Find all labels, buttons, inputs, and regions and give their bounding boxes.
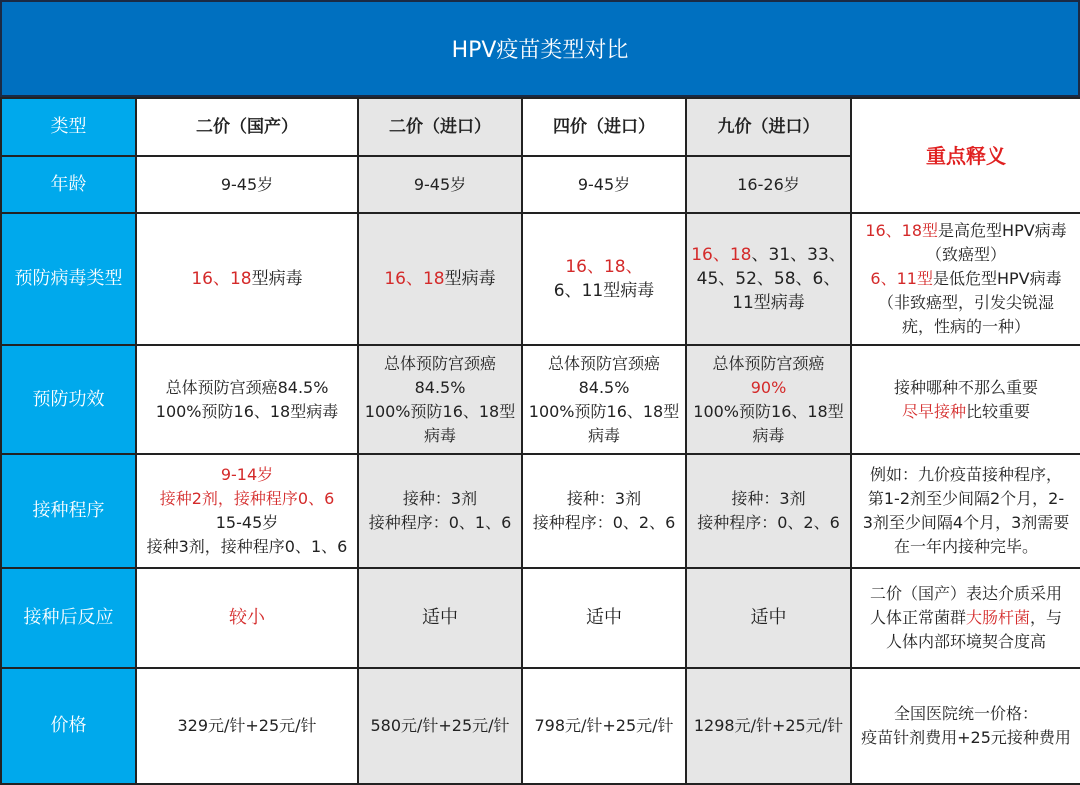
row-label-efficacy: 预防功效	[1, 345, 136, 454]
note-text: 是高危型HPV病毒	[938, 221, 1067, 240]
schedule-cell	[522, 454, 686, 568]
efficacy-text: 病毒	[423, 425, 456, 445]
age-cell: 9-45岁	[358, 156, 522, 213]
efficacy-text: 100%预防16、18型	[528, 401, 680, 421]
reaction-note	[851, 568, 1080, 668]
efficacy-cell	[136, 345, 358, 454]
note-text: 例如：九价疫苗接种程序，	[869, 465, 1062, 484]
note-text: 疫苗针剂费用+25元接种费用	[861, 728, 1071, 747]
efficacy-cell	[686, 345, 851, 454]
note-text: 是低危型HPV病毒	[932, 269, 1062, 288]
row-label-virus: 预防病毒类型	[1, 213, 136, 345]
row-label-age: 年龄	[1, 156, 136, 213]
virus-cell	[686, 213, 851, 345]
note-text: （非致癌型，引发尖锐湿	[877, 293, 1054, 312]
note-text: 接种哪种不那么重要	[893, 377, 1038, 397]
row-virus	[1, 213, 1080, 345]
row-label-price: 价格	[1, 668, 136, 784]
price-cell: 798元/针+25元/针	[522, 668, 686, 784]
schedule-text: 接种程序：0、1、6	[368, 513, 512, 532]
virus-types-highlight: 16、18	[691, 245, 752, 265]
efficacy-text: 病毒	[752, 425, 785, 445]
schedule-text: 接种3剂，接种程序0、1、6	[146, 537, 348, 556]
efficacy-text: 总体预防宫颈癌	[383, 353, 496, 373]
reaction-cell: 适中	[686, 568, 851, 668]
efficacy-text: 病毒	[587, 425, 620, 445]
efficacy-cell	[358, 345, 522, 454]
virus-types-highlight: 16、18	[191, 269, 252, 289]
row-type	[1, 98, 1080, 156]
note-header: 重点释义	[851, 98, 1080, 213]
age-cell: 16-26岁	[686, 156, 851, 213]
schedule-text: 接种：3剂	[402, 489, 478, 508]
price-cell: 580元/针+25元/针	[358, 668, 522, 784]
reaction-cell: 适中	[358, 568, 522, 668]
note-highlight: 尽早接种	[901, 401, 966, 421]
note-text: 疣，性病的一种）	[901, 317, 1030, 336]
schedule-highlight: 9-14岁	[220, 465, 274, 484]
virus-cell	[358, 213, 522, 345]
note-text: 在一年内接种完毕。	[893, 537, 1038, 556]
note-text: （致癌型）	[925, 245, 1006, 264]
virus-cell	[136, 213, 358, 345]
efficacy-text: 100%预防16、18型	[364, 401, 516, 421]
virus-types-highlight: 16、18、	[565, 257, 643, 277]
efficacy-highlight: 90%	[750, 377, 787, 397]
age-cell: 9-45岁	[136, 156, 358, 213]
virus-types-text: 、31、33、	[751, 245, 846, 265]
efficacy-note	[851, 345, 1080, 454]
col-header-nonavalent: 九价（进口）	[686, 98, 851, 156]
virus-types-text: 型病毒	[251, 269, 303, 289]
note-text: 全国医院统一价格：	[893, 704, 1038, 723]
schedule-cell	[136, 454, 358, 568]
price-note	[851, 668, 1080, 784]
reaction-cell: 适中	[522, 568, 686, 668]
virus-types-text: 11型病毒	[732, 293, 805, 313]
note-text: 二价（国产）表达介质采用	[869, 584, 1062, 603]
efficacy-text: 84.5%	[578, 377, 630, 397]
virus-types-text: 45、52、58、6、	[696, 269, 841, 289]
virus-types-text: 6、11型病毒	[553, 281, 655, 301]
row-label-reaction: 接种后反应	[1, 568, 136, 668]
note-highlight: 6、11型	[870, 269, 933, 288]
efficacy-text: 100%预防16、18型病毒	[155, 401, 339, 421]
reaction-cell: 较小	[136, 568, 358, 668]
note-text: 比较重要	[966, 401, 1031, 421]
schedule-text: 接种：3剂	[566, 489, 642, 508]
schedule-note	[851, 454, 1080, 568]
efficacy-text: 总体预防宫颈癌	[712, 353, 825, 373]
schedule-cell	[358, 454, 522, 568]
note-text: 人体内部环境契合度高	[885, 632, 1046, 651]
price-cell: 1298元/针+25元/针	[686, 668, 851, 784]
row-price	[1, 668, 1080, 784]
efficacy-text: 100%预防16、18型	[693, 401, 844, 421]
schedule-cell	[686, 454, 851, 568]
virus-cell	[522, 213, 686, 345]
efficacy-text: 总体预防宫颈癌84.5%	[165, 377, 329, 397]
note-highlight: 16、18型	[865, 221, 939, 240]
schedule-text: 接种程序：0、2、6	[532, 513, 676, 532]
virus-note	[851, 213, 1080, 345]
table-title: HPV疫苗类型对比	[0, 0, 1080, 97]
efficacy-text: 84.5%	[414, 377, 466, 397]
row-efficacy	[1, 345, 1080, 454]
note-text: ，与	[1030, 608, 1063, 627]
virus-types-highlight: 16、18	[384, 269, 445, 289]
col-header-bivalent-import: 二价（进口）	[358, 98, 522, 156]
row-label-schedule: 接种程序	[1, 454, 136, 568]
comparison-grid	[0, 97, 1080, 785]
note-text: 人体正常菌群	[869, 608, 966, 627]
efficacy-text: 总体预防宫颈癌	[547, 353, 660, 373]
schedule-text: 接种：3剂	[731, 489, 806, 508]
price-cell: 329元/针+25元/针	[136, 668, 358, 784]
note-text: 3剂至少间隔4个月，3剂需要	[862, 513, 1070, 532]
note-highlight: 大肠杆菌	[965, 608, 1030, 627]
note-text: 第1-2剂至少间隔2个月，2-	[867, 489, 1065, 508]
efficacy-cell	[522, 345, 686, 454]
virus-types-text: 型病毒	[444, 269, 496, 289]
schedule-text: 接种程序：0、2、6	[697, 513, 840, 532]
col-header-bivalent-domestic: 二价（国产）	[136, 98, 358, 156]
schedule-text: 15-45岁	[215, 513, 279, 532]
age-cell: 9-45岁	[522, 156, 686, 213]
row-label-type: 类型	[1, 98, 136, 156]
row-schedule	[1, 454, 1080, 568]
col-header-quadrivalent: 四价（进口）	[522, 98, 686, 156]
schedule-highlight: 接种2剂，接种程序0、6	[159, 489, 335, 508]
row-reaction	[1, 568, 1080, 668]
